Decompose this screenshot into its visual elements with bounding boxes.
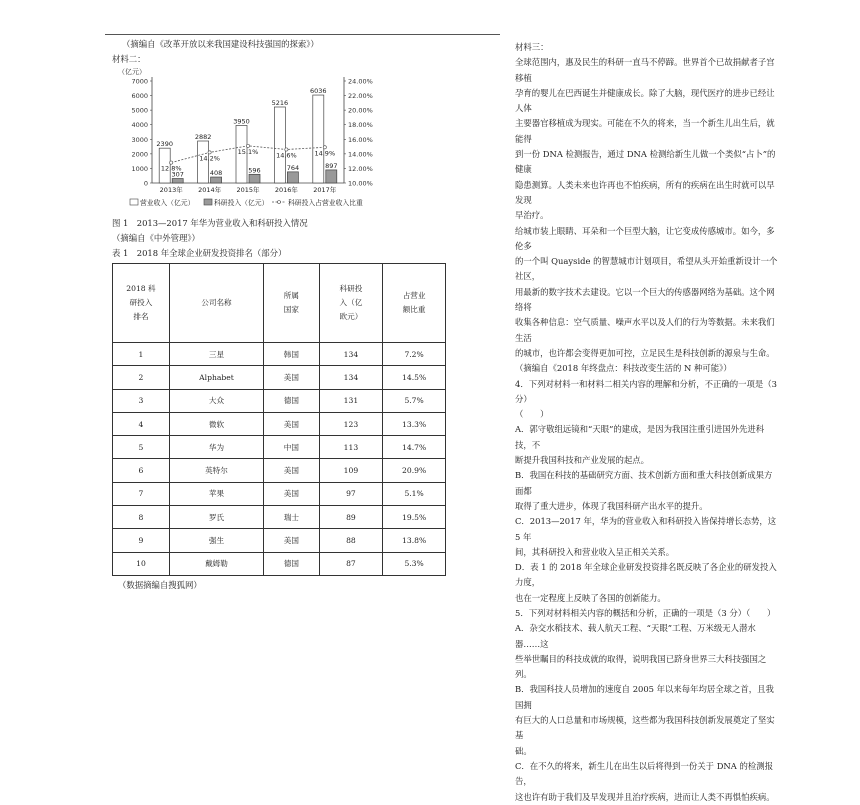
table-cell: 3	[113, 389, 170, 412]
left-column	[112, 38, 500, 591]
table-cell: 瑞士	[264, 506, 320, 529]
text-line: 的一个叫 Quayside 的智慧城市计划项目，希望从头开始重新设计一个社区，	[515, 256, 778, 282]
text-line: 间，其科研投入和营业收入呈正相关关系。	[515, 546, 675, 557]
legend-swatch-ratio-point	[278, 201, 281, 204]
table-row	[113, 343, 446, 366]
rd-bar	[326, 170, 337, 183]
text-line: 的城市，也许都会变得更加可控，立足民生是科技创新的源泉与生命。	[515, 347, 775, 358]
ratio-value-label: 14.6%	[276, 151, 297, 160]
top-rule	[105, 34, 500, 35]
text-line: A．郭守敬组远镜和“天眼”的建成，是因为我国注重引进国外先进科技，不	[515, 424, 765, 450]
table-row	[113, 529, 446, 552]
figure-caption: 图 1 2013—2017 年华为营业收入和科研投入情况	[112, 218, 308, 228]
rd-bar	[172, 179, 183, 183]
table-row	[113, 412, 446, 435]
right-tick-label: 16.00%	[348, 135, 373, 144]
rd-ranking-table	[112, 263, 446, 576]
rd-value-label: 764	[286, 163, 300, 172]
table-row	[113, 506, 446, 529]
text-line: 5．下列对材料相关内容的概括和分析，正确的一项是（3 分）（ ）	[515, 607, 776, 618]
text-line: 础。	[515, 745, 532, 756]
rd-bar	[249, 174, 260, 183]
left-tick-label: 1000	[131, 164, 148, 173]
table-cell: 6	[113, 459, 170, 482]
table-cell: 韩国	[264, 343, 320, 366]
table-cell: 123	[319, 412, 383, 435]
text-line: C．2013—2017 年，华为的营业收入和科研投入皆保持增长态势，这 5 年	[515, 516, 777, 542]
table-cell: 中国	[264, 436, 320, 459]
table-cell: 苹果	[169, 482, 263, 505]
x-tick-label: 2017年	[313, 186, 337, 194]
table-cell: 华为	[169, 436, 263, 459]
right-column	[515, 40, 780, 805]
right-tick-label: 20.00%	[348, 106, 373, 115]
left-tick-label: 2000	[131, 150, 148, 159]
table-cell: Alphabet	[169, 366, 263, 389]
ratio-value-label: 15.1%	[237, 147, 259, 156]
table-cell: 7	[113, 482, 170, 505]
revenue-value-label: 3950	[233, 117, 250, 126]
table-row	[113, 389, 446, 412]
text-line: B．我国在科技的基础研究方面、技术创新方面和重大科技创新成果方面都	[515, 470, 773, 496]
table-cell: 113	[319, 436, 383, 459]
table-cell: 美国	[264, 366, 320, 389]
table-header-cell: 公司名称	[169, 264, 263, 343]
table-cell: 19.5%	[383, 506, 446, 529]
rd-value-label: 307	[171, 170, 184, 179]
text-line: 全球范围内，惠及民生的科研一直马不停蹄。世界首个已故捐献者子宫移植	[515, 57, 775, 83]
left-tick-label: 4000	[131, 121, 148, 130]
text-line: 早治疗。	[515, 210, 549, 221]
legend-label: 营业收入（亿元）	[140, 199, 195, 207]
table-header-row	[113, 264, 446, 343]
table-cell: 134	[319, 366, 383, 389]
chart-svg	[112, 65, 382, 215]
table-cell: 德国	[264, 389, 320, 412]
text-line: （摘编自《2018 年终盘点：科技改变生活的 N 种可能》）	[515, 363, 732, 374]
table-cell: 美国	[264, 482, 320, 505]
table-cell: 131	[319, 389, 383, 412]
text-line: 些举世瞩目的科技成就的取得，说明我国已跻身世界三大科技强国之列。	[515, 653, 767, 680]
text-line: C．在不久的将来，新生儿在出生以后将得到一份关于 DNA 的检测报告，	[515, 760, 773, 787]
table-header-cell: 科研投 入（亿 欧元）	[319, 264, 383, 343]
x-tick-label: 2014年	[198, 186, 222, 194]
table-cell: 87	[319, 552, 383, 575]
left-tick-label: 3000	[131, 135, 148, 144]
table-header-cell: 所属 国家	[264, 264, 320, 343]
text-line: A．杂交水稻技术、载人航天工程、“天眼”工程、万米级无人潜水器……这	[515, 623, 756, 649]
right-tick-label: 10.00%	[348, 179, 373, 188]
table-row	[113, 482, 446, 505]
ratio-value-label: 14.9%	[314, 149, 336, 158]
source-note-top: （摘编自《改革开放以来我国建设科技强国的探索》）	[122, 39, 319, 49]
table-cell: 134	[319, 343, 383, 366]
x-tick-label: 2015年	[236, 186, 260, 194]
revenue-value-label: 6036	[310, 87, 327, 96]
table-cell: 14.5%	[383, 366, 446, 389]
legend-swatch-revenue	[130, 199, 138, 205]
legend-label: 科研投入占营业收入比重	[288, 199, 363, 207]
right-tick-label: 22.00%	[348, 92, 373, 101]
right-tick-label: 24.00%	[348, 77, 373, 86]
x-tick-label: 2016年	[274, 186, 298, 194]
table-cell: 8	[113, 506, 170, 529]
text-line: 取得了重大进步，体现了我国科研产出水平的提升。	[515, 500, 708, 511]
rd-bar	[211, 177, 222, 183]
table-cell: 89	[319, 506, 383, 529]
left-tick-label: 5000	[131, 106, 148, 115]
table-cell: 4	[113, 412, 170, 435]
text-line: 断提升我国科技和产业发展的起点。	[515, 455, 649, 466]
left-tick-label: 7000	[131, 77, 148, 86]
revenue-bar	[274, 107, 285, 183]
right-tick-label: 18.00%	[348, 121, 373, 130]
rd-bar	[287, 172, 298, 183]
table-cell: 13.8%	[383, 529, 446, 552]
table-cell: 5.3%	[383, 552, 446, 575]
left-tick-label: 0	[143, 179, 148, 188]
revenue-value-label: 2882	[194, 133, 212, 142]
text-line: 隐患测算。人类未来也许再也不怕疾病，所有的疾病在出生时就可以早发现	[515, 179, 775, 205]
table-cell: 14.7%	[383, 436, 446, 459]
table-row	[113, 552, 446, 575]
text-line: 到一份 DNA 检测报告，通过 DNA 检测给新生儿做一个类似“占卜”的健康	[515, 149, 776, 175]
rd-value-label: 408	[209, 169, 223, 178]
rd-value-label: 596	[248, 166, 261, 175]
material2-label: 材料二：	[112, 54, 146, 64]
table-cell: 88	[319, 529, 383, 552]
right-tick-label: 12.00%	[348, 164, 373, 173]
table-cell: 罗氏	[169, 506, 263, 529]
text-line: 材料三：	[515, 42, 549, 52]
table-source: （数据摘编自搜狐网）	[118, 579, 202, 590]
table-cell: 97	[319, 482, 383, 505]
table-cell: 1	[113, 343, 170, 366]
table-header-cell: 占营业 额比重	[383, 264, 446, 343]
text-line: 收集各种信息：空气质量、噪声水平以及人们的行为等数据。未来我们生活	[515, 317, 775, 343]
text-line: 这也许有助于我们及早发现并且治疗疾病，进而让人类不再惧怕疾病。	[515, 791, 775, 802]
table-row	[113, 459, 446, 482]
revenue-bar	[313, 95, 324, 183]
table-cell: 5.1%	[383, 482, 446, 505]
y-axis-unit: （亿元）	[118, 68, 146, 76]
table-row	[113, 436, 446, 459]
table-cell: 109	[319, 459, 383, 482]
table-caption: 表 1 2018 年全球企业研发投资排名（部分）	[112, 248, 287, 258]
revenue-value-label: 2390	[156, 140, 173, 149]
table-cell: 戴姆勒	[169, 552, 263, 575]
revenue-value-label: 5216	[271, 98, 289, 107]
table-cell: 2	[113, 366, 170, 389]
text-line: 主要器官移植成为现实。可能在不久的将来，当一个新生儿出生后，就能得	[515, 118, 775, 144]
table-cell: 微软	[169, 412, 263, 435]
huawei-chart	[112, 65, 382, 215]
text-line: 用最新的数字技术去建设。它以一个巨大的传感器网络为基础。这个网络将	[515, 286, 775, 313]
table-cell: 大众	[169, 389, 263, 412]
table-row	[113, 366, 446, 389]
table-cell: 10	[113, 552, 170, 575]
table-cell: 5	[113, 436, 170, 459]
table-cell: 强生	[169, 529, 263, 552]
table-cell: 9	[113, 529, 170, 552]
table-cell: 美国	[264, 412, 320, 435]
ratio-value-label: 12.8%	[160, 164, 182, 173]
text-line: D．表 1 的 2018 年全球企业研发投资排名既反映了各企业的研发投入力度，	[515, 562, 777, 588]
text-line: 也在一定程度上反映了各国的创新能力。	[515, 592, 666, 603]
text-line: 有巨大的人口总量和市场规模，这些都为我国科技创新发展奠定了坚实基	[515, 715, 775, 741]
table-cell: 美国	[264, 459, 320, 482]
x-tick-label: 2013年	[159, 186, 183, 194]
text-line: 4．下列对材料一和材料二相关内容的理解和分析，不正确的一项是（3 分）	[515, 378, 777, 404]
text-line: （ ）	[515, 409, 549, 420]
table-cell: 13.3%	[383, 412, 446, 435]
right-tick-label: 14.00%	[348, 150, 373, 159]
table-cell: 5.7%	[383, 389, 446, 412]
table-cell: 德国	[264, 552, 320, 575]
ratio-value-label: 14.2%	[199, 154, 220, 163]
text-line: 孕育的婴儿在巴西诞生并健康成长。除了大脑，现代医疗的进步已经让人体	[515, 87, 775, 114]
text-line: B．我国科技人员增加的速度自 2005 年以来每年均居全球之首，且我国拥	[515, 684, 774, 710]
table-cell: 20.9%	[383, 459, 446, 482]
figure-source: （摘编自《中外管理》）	[112, 233, 200, 243]
table-body	[113, 343, 446, 576]
left-tick-label: 6000	[131, 92, 148, 101]
table-cell: 英特尔	[169, 459, 263, 482]
legend-label: 科研投入（亿元）	[214, 199, 269, 207]
legend-swatch-rd	[204, 199, 212, 205]
rd-value-label: 897	[325, 161, 338, 170]
text-line: 给城市装上眼睛、耳朵和一个巨型大脑，让它变成传感城市。如今，多伦多	[515, 225, 775, 251]
table-cell: 美国	[264, 529, 320, 552]
table-cell: 三星	[169, 343, 263, 366]
table-header-cell: 2018 科 研投入 排名	[113, 264, 170, 343]
table-cell: 7.2%	[383, 343, 446, 366]
